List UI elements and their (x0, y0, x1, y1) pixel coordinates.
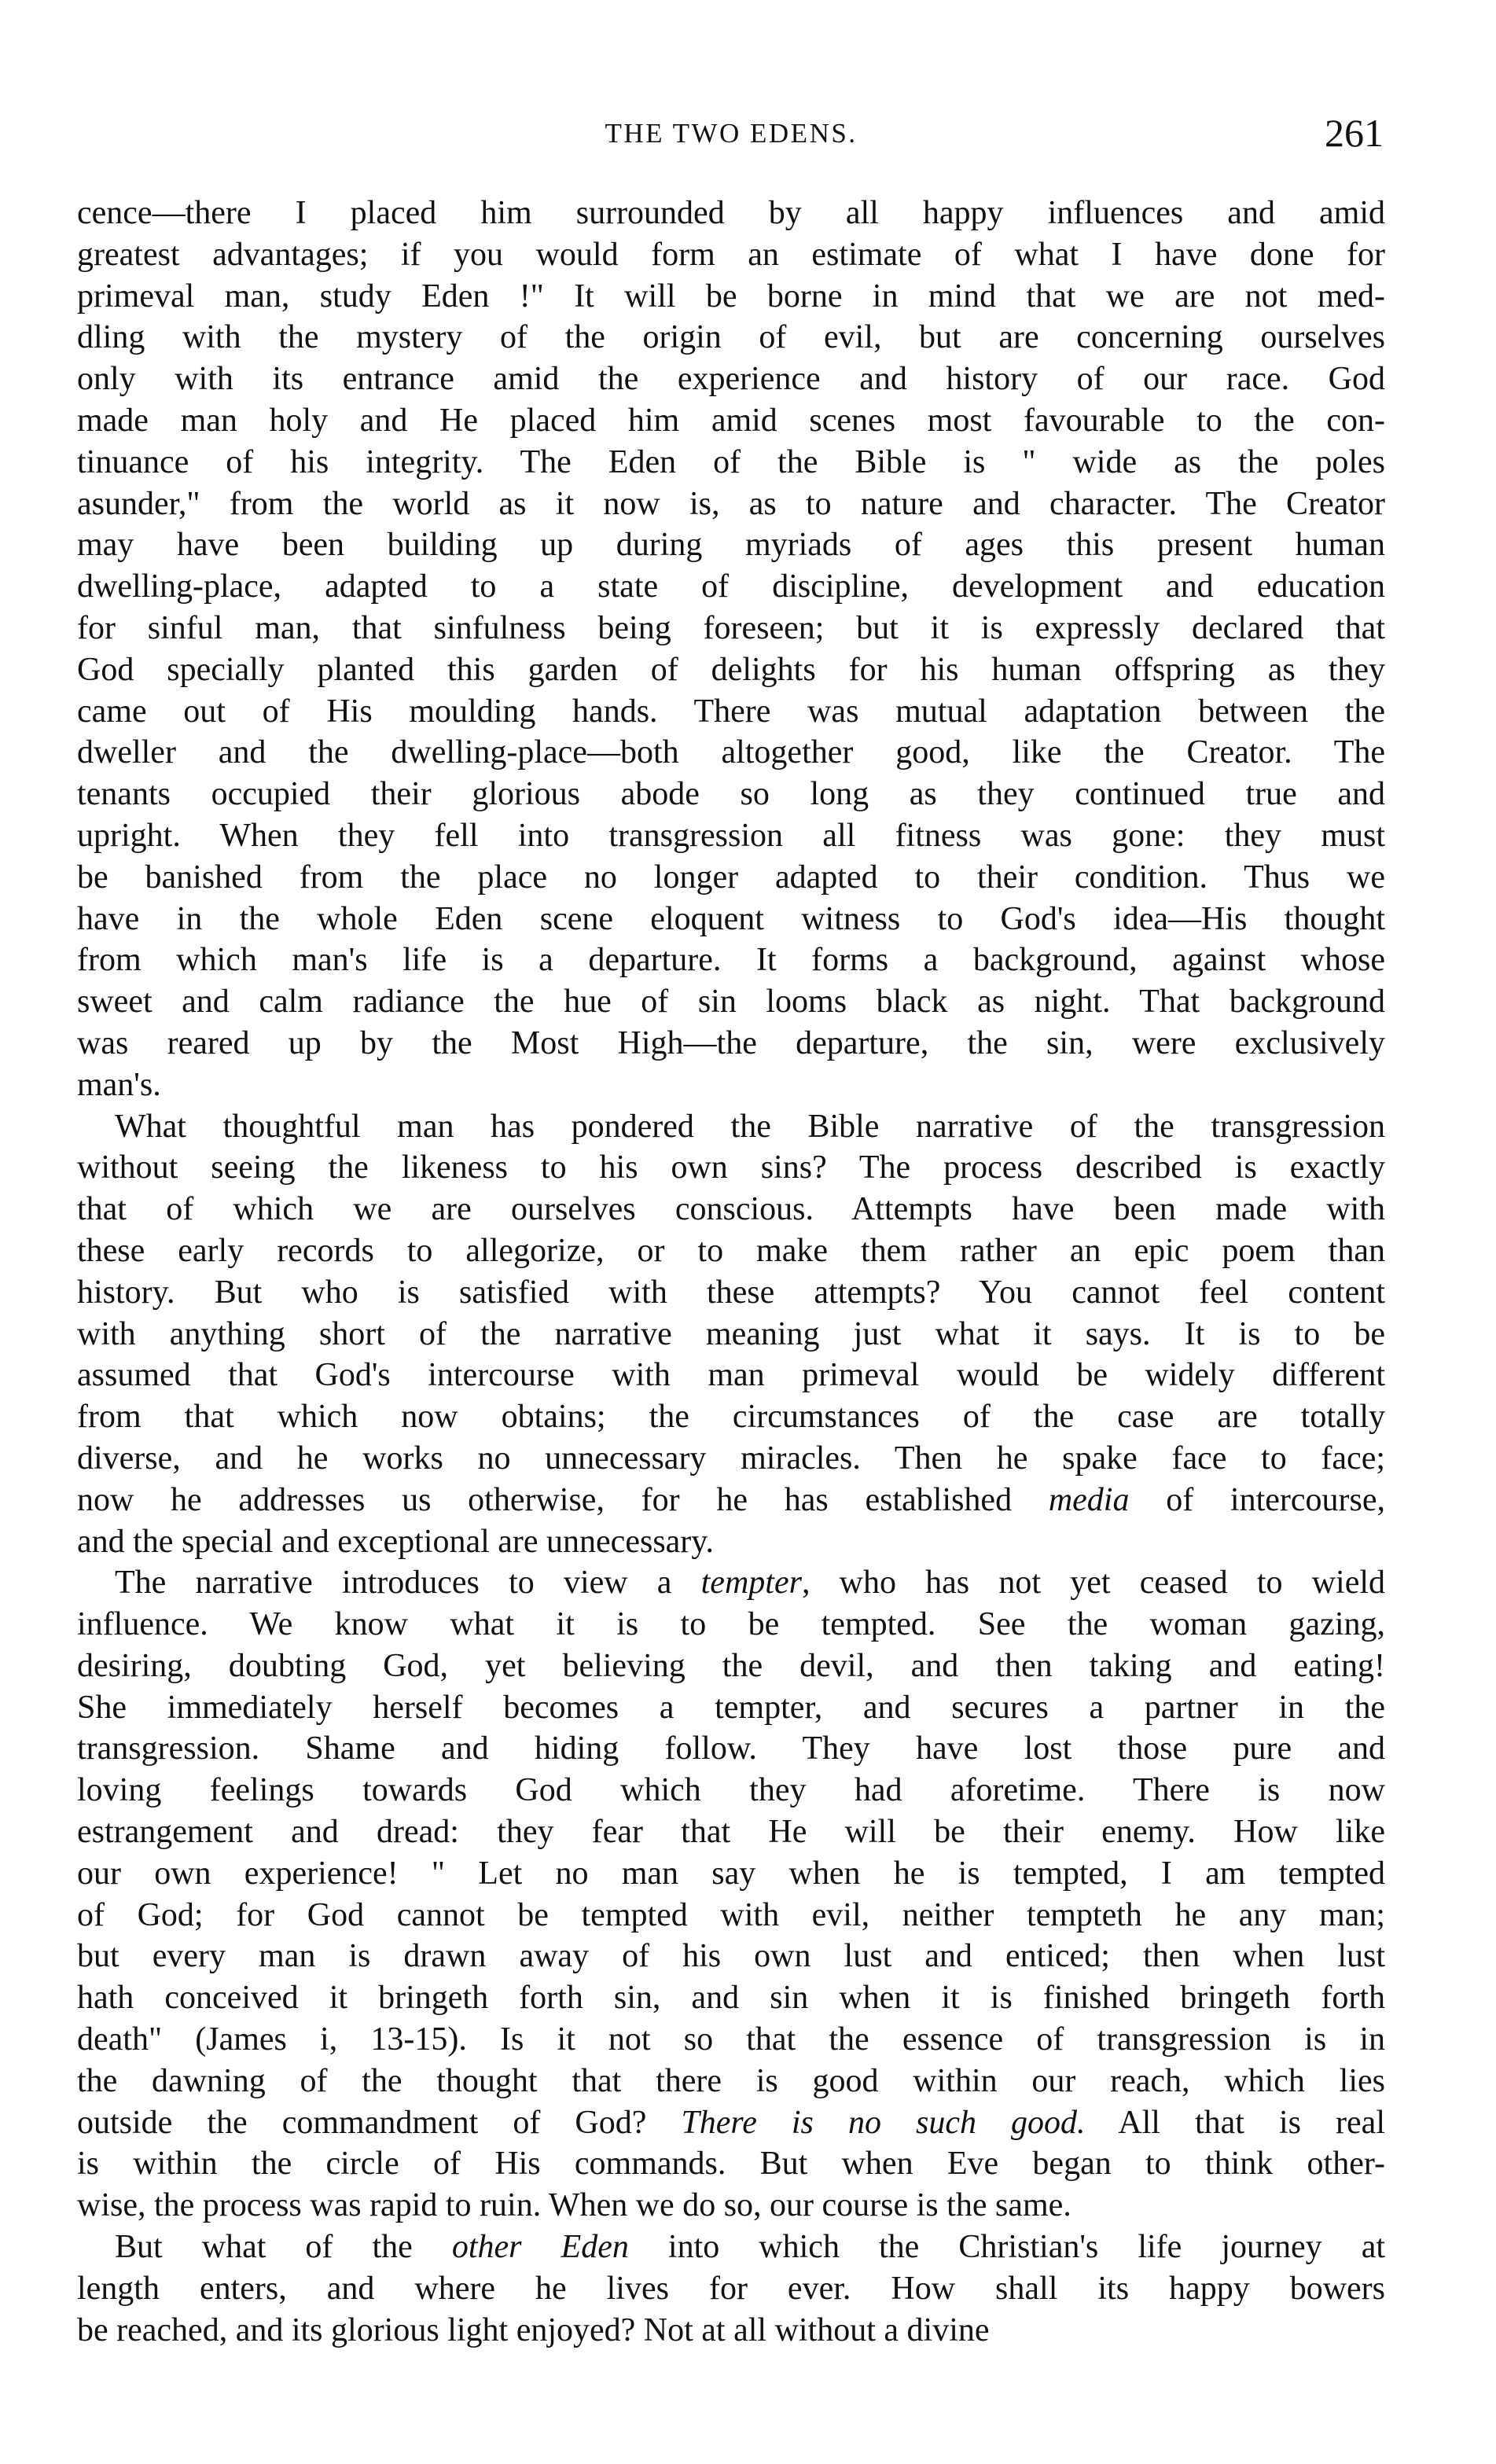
text-line: wise, the process was rapid to ruin. When we do so, our course is the same. (77, 2187, 1071, 2224)
text-line: be banished from the place no longer adapted to their condition. Thus we (77, 859, 1385, 895)
text-line: hath conceived it bringeth forth sin, and sin when it is finished bringeth forth (77, 1980, 1385, 2017)
text-line: have in the whole Eden scene eloquent witness to God's idea—His thought (77, 900, 1385, 937)
text-line: our own experience! " Let no man say when he is tempted, I am tempted (77, 1855, 1385, 1892)
running-title: THE TWO EDENS. (605, 118, 858, 149)
italic-phrase: There is no such good. (681, 2104, 1086, 2141)
text-line: is within the circle of His commands. But when Eve began to think other- (77, 2146, 1385, 2183)
text-line: dweller and the dwelling-place—both altogether good, like the Creator. The (77, 734, 1385, 771)
text-line: from that which now obtains; the circumstances of the case are totally (77, 1399, 1385, 1436)
text-line: and the special and exceptional are unnecessary. (77, 1523, 715, 1560)
text-line: greatest advantages; if you would form an estimate of what I have done for (77, 236, 1385, 273)
text-line: without seeing the likeness to his own sins? The process described is exactly (77, 1149, 1385, 1186)
italic-phrase: other Eden (451, 2229, 629, 2266)
text-line: What thoughtful man has pondered the Bible narrative of the transgression (115, 1108, 1385, 1145)
text-line: may have been building up during myriads of ages this present human (77, 527, 1385, 564)
text-line: diverse, and he works no unnecessary miracles. Then he spake face to face; (77, 1440, 1385, 1477)
italic-phrase: tempter (700, 1565, 802, 1602)
text-line: God specially planted this garden of delights for his human offspring as they (77, 651, 1385, 688)
text-line: made man holy and He placed him amid scenes most favourable to the con- (77, 402, 1385, 439)
text-line: from which man's life is a departure. It forms a background, against whose (77, 942, 1385, 979)
text-line: length enters, and where he lives for ever. How shall its happy bowers (77, 2270, 1385, 2307)
text-line: assumed that God's intercourse with man primeval would be widely different (77, 1357, 1385, 1394)
text-line: sweet and calm radiance the hue of sin looms black as night. That background (77, 984, 1385, 1021)
text-line: now he addresses us otherwise, for he has established media of intercourse, (77, 1481, 1385, 1518)
text-line: She immediately herself becomes a tempter, and secures a partner in the (77, 1689, 1385, 1726)
text-line: But what of the other Eden into which the Christian's life journey at (115, 2229, 1386, 2266)
text-line: influence. We know what it is to be tempted. See the woman gazing, (77, 1606, 1385, 1643)
text-line: that of which we are ourselves conscious. Attempts have been made with (77, 1191, 1385, 1228)
text-line: the dawning of the thought that there is good within our reach, which lies (77, 2062, 1385, 2099)
text-line: only with its entrance amid the experience and history of our race. God (77, 361, 1385, 398)
text-line: for sinful man, that sinfulness being foreseen; but it is expressly declared that (77, 609, 1385, 646)
text-line: tenants occupied their glorious abode so long as they continued true and (77, 776, 1385, 813)
text-line: cence—there I placed him surrounded by all happy influences and amid (77, 195, 1385, 231)
page-header (79, 111, 1384, 165)
text-line: dling with the mystery of the origin of evil, but are concerning ourselves (77, 319, 1385, 356)
text-line: asunder," from the world as it now is, as to nature and character. The Creator (77, 485, 1385, 522)
text-line: loving feelings towards God which they had aforetime. There is now (77, 1772, 1385, 1809)
text-line: tinuance of his integrity. The Eden of the Bible is " wide as the poles (77, 443, 1385, 480)
text-line: these early records to allegorize, or to make them rather an epic poem than (77, 1232, 1385, 1269)
italic-phrase: media (1048, 1481, 1130, 1518)
text-line: outside the commandment of God? There is no such good. All that is real (77, 2104, 1385, 2141)
text-line: desiring, doubting God, yet believing the devil, and then taking and eating! (77, 1647, 1385, 1684)
text-line: estrangement and dread: they fear that He will be their enemy. How like (77, 1814, 1385, 1851)
body-text (77, 193, 1385, 2351)
text-line: death" (James i, 13-15). Is it not so that the essence of transgression is in (77, 2021, 1385, 2058)
text-line: be reached, and its glorious light enjoyed? Not at all without a divine (77, 2311, 990, 2348)
text-line: The narrative introduces to view a tempter, who has not yet ceased to wield (115, 1565, 1386, 1602)
text-line: upright. When they fell into transgression all fitness was gone: they must (77, 817, 1385, 854)
text-line: man's. (77, 1066, 161, 1103)
text-line: of God; for God cannot be tempted with evil, neither tempteth he any man; (77, 1896, 1385, 1933)
text-line: dwelling-place, adapted to a state of discipline, development and education (77, 568, 1385, 605)
text-line: history. But who is satisfied with these attempts? You cannot feel content (77, 1274, 1385, 1311)
text-line: was reared up by the Most High—the departure, the sin, were exclusively (77, 1024, 1385, 1061)
text-line: transgression. Shame and hiding follow. They have lost those pure and (77, 1730, 1385, 1767)
text-line: primeval man, study Eden !" It will be borne in mind that we are not med- (77, 278, 1385, 314)
page-number: 261 (1325, 111, 1384, 155)
text-line: came out of His moulding hands. There was mutual adaptation between the (77, 693, 1385, 730)
text-line: but every man is drawn away of his own lust and enticed; then when lust (77, 1938, 1385, 1975)
text-line: with anything short of the narrative meaning just what it says. It is to be (77, 1315, 1385, 1352)
